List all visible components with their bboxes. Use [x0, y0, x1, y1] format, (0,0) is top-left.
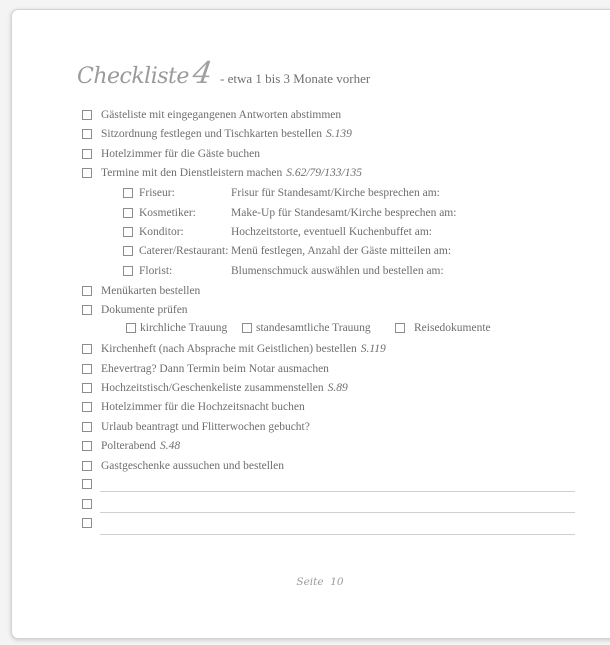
checklist-item[interactable] [82, 108, 341, 122]
provider-task: Make-Up für Standesamt/Kirche besprechen am: [231, 207, 457, 219]
item-label: Hotelzimmer für die Hochzeitsnacht buchen [101, 401, 305, 413]
write-in-line[interactable] [100, 491, 575, 492]
provider-name: Florist: [139, 265, 173, 277]
document-label: kirchliche Trauung [140, 322, 228, 334]
checkbox[interactable] [82, 110, 92, 120]
checklist-item[interactable] [82, 342, 386, 356]
checkbox[interactable] [82, 422, 92, 432]
title-script: Checkliste [77, 64, 189, 89]
page-title [77, 56, 371, 91]
checklist-item[interactable] [82, 127, 352, 141]
provider-task: Menü festlegen, Anzahl der Gäste mitteilen am: [231, 245, 452, 257]
page-number: Seite 10 [296, 576, 344, 588]
checklist-item[interactable] [82, 166, 362, 180]
item-label: Hochzeitstisch/Geschenkeliste zusammenstellen [101, 382, 324, 394]
title-number: 4 [190, 56, 215, 91]
provider-name: Caterer/Restaurant: [139, 245, 229, 257]
page-reference: S.89 [327, 382, 348, 394]
provider-item[interactable] [123, 264, 444, 278]
page-reference: S.119 [360, 343, 386, 355]
checkbox[interactable] [82, 364, 92, 374]
checkbox[interactable] [395, 323, 405, 333]
item-label: Hotelzimmer für die Gäste buchen [101, 148, 261, 160]
document-option[interactable] [395, 322, 491, 334]
item-label: Gastgeschenke aussuchen und bestellen [101, 460, 284, 472]
checkbox[interactable] [82, 402, 92, 412]
page-reference: S.62/79/133/135 [286, 167, 362, 179]
provider-item[interactable] [123, 225, 432, 239]
item-label: Kirchenheft (nach Absprache mit Geistlichen) bestellen [101, 343, 357, 355]
checkbox[interactable] [123, 227, 133, 237]
provider-task: Frisur für Standesamt/Kirche besprechen am: [231, 187, 440, 199]
blank-item[interactable] [82, 518, 92, 528]
item-label: Menükarten bestellen [101, 285, 201, 297]
item-label: Ehevertrag? Dann Termin beim Notar ausmachen [101, 363, 329, 375]
provider-task: Hochzeitstorte, eventuell Kuchenbuffet am: [231, 226, 432, 238]
item-label: Polterabend [101, 440, 156, 452]
checkbox[interactable] [82, 344, 92, 354]
checklist-item[interactable] [82, 147, 260, 161]
checklist-item[interactable] [82, 400, 305, 414]
provider-name: Friseur: [139, 187, 175, 199]
write-in-line[interactable] [100, 534, 575, 535]
provider-name: Konditor: [139, 226, 184, 238]
checkbox[interactable] [82, 383, 92, 393]
write-in-line[interactable] [100, 512, 575, 513]
provider-name: Kosmetiker: [139, 207, 196, 219]
checkbox[interactable] [123, 266, 133, 276]
checkbox[interactable] [82, 286, 92, 296]
provider-item[interactable] [123, 244, 452, 258]
blank-item[interactable] [82, 479, 92, 489]
checkbox[interactable] [82, 129, 92, 139]
item-label: Dokumente prüfen [101, 304, 188, 316]
provider-task: Blumenschmuck auswählen und bestellen am: [231, 265, 444, 277]
page-reference: S.139 [326, 128, 352, 140]
checklist-item[interactable] [82, 284, 200, 298]
checkbox[interactable] [82, 149, 92, 159]
item-label: Sitzordnung festlegen und Tischkarten bestellen [101, 128, 323, 140]
checklist-item[interactable] [82, 303, 188, 317]
checkbox[interactable] [82, 461, 92, 471]
checkbox[interactable] [82, 499, 92, 509]
page-reference: S.48 [159, 440, 181, 452]
checklist-item[interactable] [82, 439, 180, 453]
document-option[interactable] [242, 322, 371, 334]
item-label: Termine mit den Dienstleistern machen [101, 167, 283, 179]
checklist-item[interactable] [82, 420, 310, 434]
provider-item[interactable] [123, 206, 457, 220]
checkbox[interactable] [82, 479, 92, 489]
document-option[interactable] [126, 322, 227, 334]
checklist-item[interactable] [82, 381, 348, 395]
checkbox[interactable] [126, 323, 136, 333]
checkbox[interactable] [123, 246, 133, 256]
provider-item[interactable] [123, 186, 440, 200]
checkbox[interactable] [123, 188, 133, 198]
checkbox[interactable] [123, 208, 133, 218]
checklist-item[interactable] [82, 362, 329, 376]
blank-item[interactable] [82, 499, 92, 509]
item-label: Urlaub beantragt und Flitterwochen gebucht? [101, 421, 310, 433]
checklist-item[interactable] [82, 459, 284, 473]
item-label: Gästeliste mit eingegangenen Antworten abstimmen [101, 109, 342, 121]
document-label: Reisedokumente [414, 322, 491, 334]
checkbox[interactable] [82, 168, 92, 178]
title-subtitle: - etwa 1 bis 3 Monate vorher [220, 71, 371, 86]
checkbox[interactable] [242, 323, 252, 333]
checkbox[interactable] [82, 441, 92, 451]
document-label: standesamtliche Trauung [256, 322, 371, 334]
checkbox[interactable] [82, 305, 92, 315]
checkbox[interactable] [82, 518, 92, 528]
